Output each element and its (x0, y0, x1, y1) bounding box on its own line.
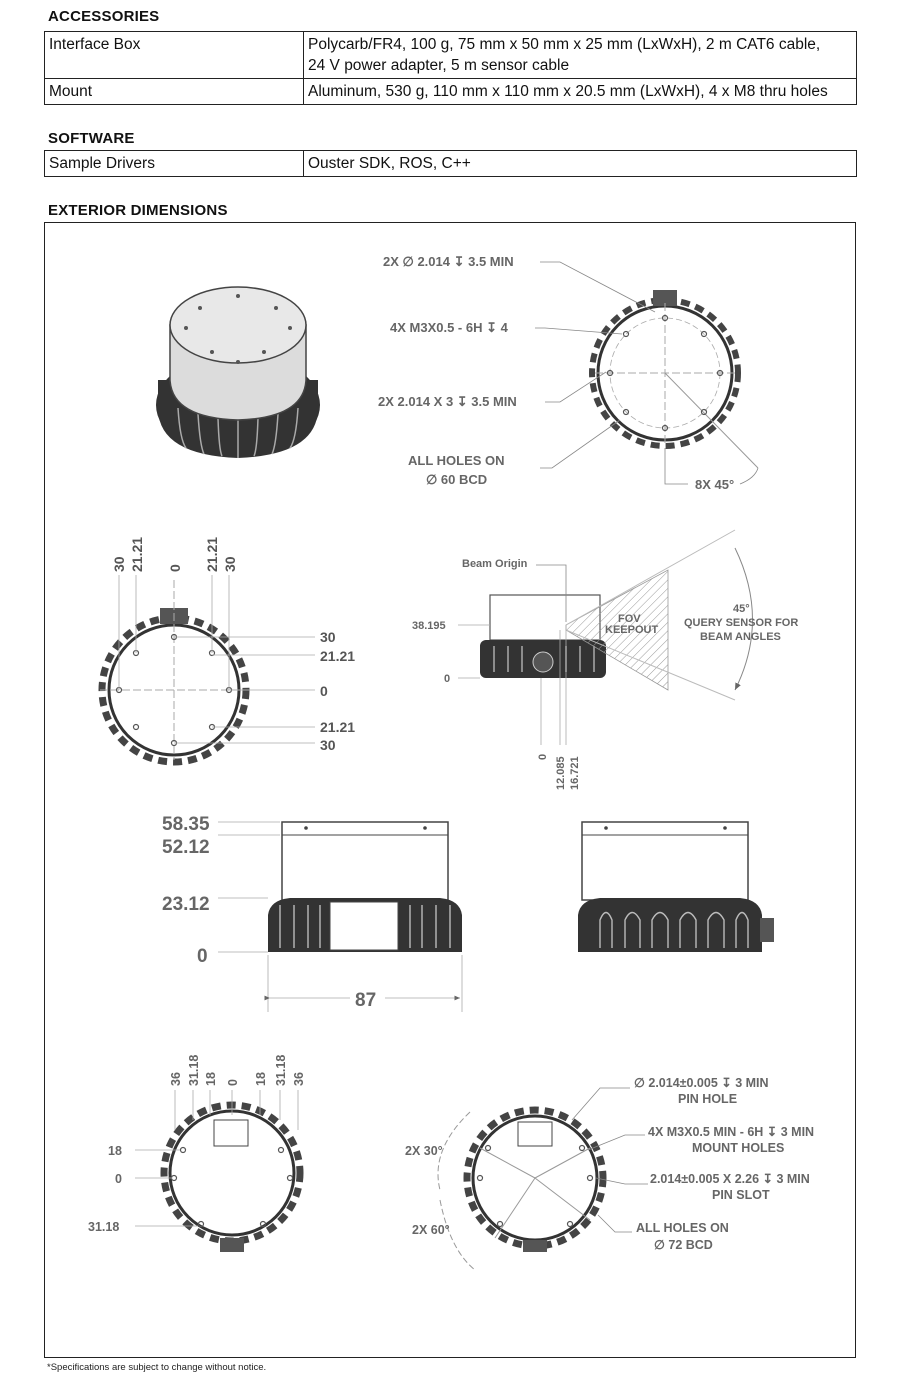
front-view-drawing (218, 822, 774, 1012)
pin-hole-label: PIN HOLE (678, 1092, 738, 1106)
footnote: *Specifications are subject to change without notice. (47, 1362, 267, 1373)
grid-top-label: 21.21 (129, 536, 145, 572)
side-bottom-label: 0 (537, 753, 549, 760)
pin-slot-label: PIN SLOT (712, 1188, 770, 1202)
grid-top-label: 0 (167, 564, 183, 572)
grid-right-label: 21.21 (320, 648, 356, 664)
width-label: 87 (355, 990, 377, 1011)
pin-slot-spec: 2.014±0.005 X 2.26 ↧ 3 MIN (650, 1172, 810, 1186)
bottom-top-label: 31.18 (187, 1054, 201, 1086)
spec-value: Ouster SDK, ROS, C++ (304, 151, 857, 177)
spec-name: Interface Box (45, 32, 304, 79)
grid-top-label: 30 (222, 556, 238, 572)
grid-right-label: 30 (320, 737, 336, 753)
top-note-2: 4X M3X0.5 - 6H ↧ 4 (390, 320, 508, 335)
mount-holes-label: MOUNT HOLES (692, 1141, 785, 1155)
isometric-sensor (156, 287, 320, 458)
side-bottom-label: 16.721 (569, 756, 581, 790)
spec-value: Aluminum, 530 g, 110 mm x 110 mm x 20.5 mm (LxWxH), 4 x M8 thru holes (304, 79, 857, 105)
dimensions-title: EXTERIOR DIMENSIONS (48, 202, 228, 219)
height-label: 58.35 (162, 814, 210, 835)
top-note-3: 2X 2.014 X 3 ↧ 3.5 MIN (378, 394, 517, 409)
side-left-dim: 38.195 (412, 620, 446, 632)
grid-right-label: 0 (320, 683, 328, 699)
grid-right-label: 21.21 (320, 719, 356, 735)
query-label-2: BEAM ANGLES (700, 631, 781, 643)
bottom-left-label: 0 (115, 1172, 122, 1186)
spec-name: Sample Drivers (45, 151, 304, 177)
grid-right-label: 30 (320, 629, 336, 645)
bottom-left-label: 31.18 (88, 1220, 120, 1234)
query-label-1: QUERY SENSOR FOR (684, 617, 799, 629)
pin-hole-spec: ∅ 2.014±0.005 ↧ 3 MIN (634, 1076, 769, 1090)
bottom-top-label: 31.18 (274, 1054, 288, 1086)
bottom-view-drawing (135, 1090, 300, 1252)
bcd-label-1: ALL HOLES ON (636, 1221, 729, 1235)
side-angle: 45° (733, 603, 750, 615)
grid-top-label: 21.21 (204, 536, 220, 572)
side-zero: 0 (444, 673, 451, 685)
spec-name: Mount (45, 79, 304, 105)
bottom-top-label: 18 (204, 1072, 218, 1086)
fov-label-2: KEEPOUT (605, 624, 659, 636)
grid-top-label: 30 (111, 556, 127, 572)
grid-right-labels (320, 629, 355, 753)
top-note-4b: ∅ 60 BCD (426, 472, 488, 487)
bottom-view2-drawing (438, 1088, 648, 1270)
bottom-top-label: 18 (254, 1072, 268, 1086)
grid-view-drawing (100, 575, 315, 762)
accessories-title: ACCESSORIES (48, 8, 160, 25)
top-note-4a: ALL HOLES ON (408, 453, 505, 468)
angle-label-1: 2X 30° (405, 1144, 443, 1158)
bcd-label-2: ∅ 72 BCD (654, 1238, 713, 1252)
mount-holes-spec: 4X M3X0.5 MIN - 6H ↧ 3 MIN (648, 1125, 815, 1139)
spec-value-line: 24 V power adapter, 5 m sensor cable (308, 57, 570, 74)
top-angle: 8X 45° (695, 477, 735, 492)
software-title: SOFTWARE (48, 130, 135, 147)
top-note-1: 2X ∅ 2.014 ↧ 3.5 MIN (383, 254, 514, 269)
height-label: 0 (197, 946, 208, 967)
side-bottom-label: 12.085 (555, 756, 567, 790)
top-view-drawing (535, 262, 758, 484)
fov-label-1: FOV (618, 613, 641, 625)
bottom-top-label: 0 (226, 1079, 240, 1086)
spec-value-line: Polycarb/FR4, 100 g, 75 mm x 50 mm x 25 mm (LxWxH), 2 m CAT6 cable, (308, 36, 821, 53)
beam-origin-label: Beam Origin (462, 558, 528, 570)
grid-top-labels (111, 537, 238, 572)
height-label: 23.12 (162, 894, 210, 915)
bottom-top-label: 36 (292, 1072, 306, 1086)
bottom-top-label: 36 (169, 1072, 183, 1086)
bottom-left-label: 18 (108, 1144, 122, 1158)
height-label: 52.12 (162, 837, 210, 858)
angle-label-2: 2X 60° (412, 1223, 450, 1237)
